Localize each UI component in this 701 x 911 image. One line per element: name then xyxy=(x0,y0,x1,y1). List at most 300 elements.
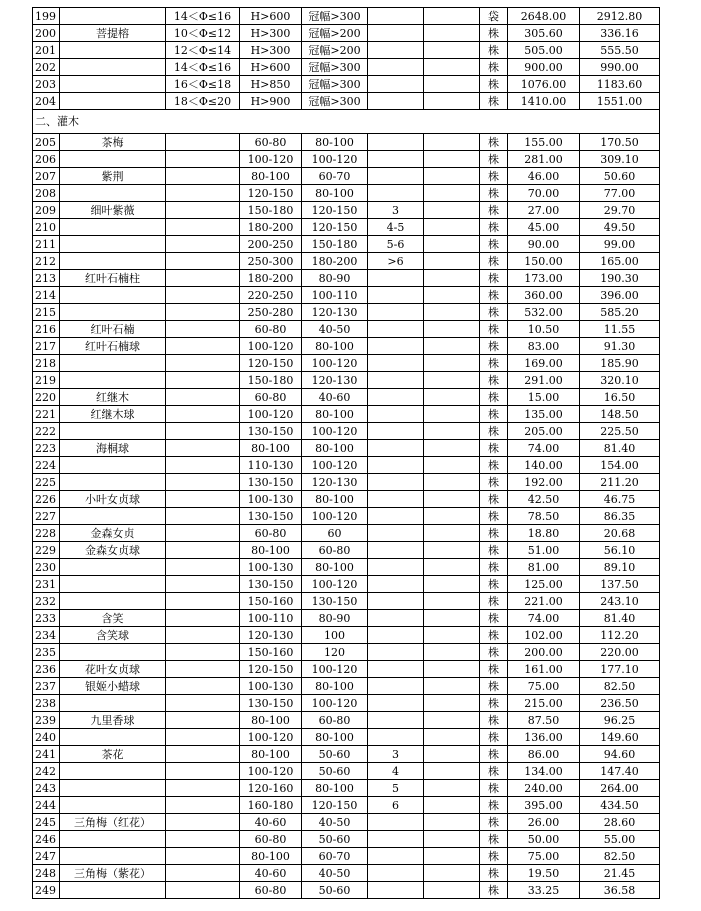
row-number-cell: 201 xyxy=(33,42,60,59)
unit-cell: 株 xyxy=(480,219,508,236)
blank-cell xyxy=(424,270,480,287)
row-number-cell: 217 xyxy=(33,338,60,355)
plant-name-cell: 红叶石楠球 xyxy=(60,338,166,355)
price-cell: 74.00 xyxy=(508,440,580,457)
price-cell: 2648.00 xyxy=(508,8,580,25)
table-row xyxy=(33,423,660,440)
price-cell: 50.00 xyxy=(508,831,580,848)
height-cell: 100-130 xyxy=(240,491,302,508)
price-cell: 900.00 xyxy=(508,59,580,76)
table-row xyxy=(33,168,660,185)
height-cell: H>300 xyxy=(240,25,302,42)
total-price-cell: 396.00 xyxy=(580,287,660,304)
total-price-cell: 56.10 xyxy=(580,542,660,559)
plant-name-cell xyxy=(60,780,166,797)
trunk-diameter-cell xyxy=(166,831,240,848)
trunk-diameter-cell xyxy=(166,865,240,882)
blank-cell xyxy=(424,780,480,797)
branch-count-cell xyxy=(368,168,424,185)
row-number-cell: 208 xyxy=(33,185,60,202)
blank-cell xyxy=(424,576,480,593)
table-row xyxy=(33,236,660,253)
crown-width-cell: 100-120 xyxy=(302,508,368,525)
row-number-cell: 222 xyxy=(33,423,60,440)
price-cell: 173.00 xyxy=(508,270,580,287)
crown-width-cell: 100-110 xyxy=(302,287,368,304)
price-cell: 505.00 xyxy=(508,42,580,59)
crown-width-cell: 60-70 xyxy=(302,848,368,865)
trunk-diameter-cell xyxy=(166,491,240,508)
branch-count-cell xyxy=(368,627,424,644)
total-price-cell: 55.00 xyxy=(580,831,660,848)
unit-cell: 株 xyxy=(480,93,508,110)
crown-width-cell: 40-60 xyxy=(302,389,368,406)
price-cell: 221.00 xyxy=(508,593,580,610)
section-header-row xyxy=(33,110,660,134)
unit-cell: 株 xyxy=(480,814,508,831)
trunk-diameter-cell xyxy=(166,797,240,814)
trunk-diameter-cell xyxy=(166,525,240,542)
crown-width-cell: 100-120 xyxy=(302,423,368,440)
plant-name-cell: 红叶石楠柱 xyxy=(60,270,166,287)
unit-cell: 株 xyxy=(480,644,508,661)
row-number-cell: 235 xyxy=(33,644,60,661)
height-cell: 250-280 xyxy=(240,304,302,321)
unit-cell: 株 xyxy=(480,763,508,780)
total-price-cell: 16.50 xyxy=(580,389,660,406)
crown-width-cell: 80-100 xyxy=(302,780,368,797)
branch-count-cell xyxy=(368,423,424,440)
branch-count-cell xyxy=(368,865,424,882)
height-cell: 200-250 xyxy=(240,236,302,253)
plant-name-cell: 红叶石楠 xyxy=(60,321,166,338)
table-row xyxy=(33,287,660,304)
total-price-cell: 94.60 xyxy=(580,746,660,763)
table-row xyxy=(33,185,660,202)
crown-width-cell: 50-60 xyxy=(302,882,368,899)
unit-cell: 株 xyxy=(480,185,508,202)
table-row xyxy=(33,491,660,508)
crown-width-cell: 80-100 xyxy=(302,134,368,151)
table-row xyxy=(33,746,660,763)
crown-width-cell: 120-130 xyxy=(302,474,368,491)
trunk-diameter-cell xyxy=(166,661,240,678)
branch-count-cell xyxy=(368,491,424,508)
blank-cell xyxy=(424,219,480,236)
unit-cell: 株 xyxy=(480,236,508,253)
blank-cell xyxy=(424,763,480,780)
branch-count-cell xyxy=(368,661,424,678)
row-number-cell: 200 xyxy=(33,25,60,42)
table-row xyxy=(33,763,660,780)
height-cell: 80-100 xyxy=(240,848,302,865)
table-row xyxy=(33,253,660,270)
table-row xyxy=(33,627,660,644)
blank-cell xyxy=(424,848,480,865)
table-row xyxy=(33,76,660,93)
row-number-cell: 202 xyxy=(33,59,60,76)
blank-cell xyxy=(424,746,480,763)
unit-cell: 株 xyxy=(480,202,508,219)
row-number-cell: 219 xyxy=(33,372,60,389)
table-row xyxy=(33,882,660,899)
plant-name-cell: 花叶女贞球 xyxy=(60,661,166,678)
blank-cell xyxy=(424,134,480,151)
total-price-cell: 585.20 xyxy=(580,304,660,321)
branch-count-cell: 5 xyxy=(368,780,424,797)
height-cell: H>850 xyxy=(240,76,302,93)
row-number-cell: 206 xyxy=(33,151,60,168)
branch-count-cell xyxy=(368,270,424,287)
total-price-cell: 225.50 xyxy=(580,423,660,440)
plant-name-cell xyxy=(60,8,166,25)
crown-width-cell: 80-90 xyxy=(302,270,368,287)
row-number-cell: 241 xyxy=(33,746,60,763)
height-cell: 100-110 xyxy=(240,610,302,627)
table-row xyxy=(33,457,660,474)
crown-width-cell: 120-130 xyxy=(302,372,368,389)
row-number-cell: 227 xyxy=(33,508,60,525)
crown-width-cell: 冠幅>300 xyxy=(302,93,368,110)
total-price-cell: 21.45 xyxy=(580,865,660,882)
crown-width-cell: 40-50 xyxy=(302,321,368,338)
crown-width-cell: 100-120 xyxy=(302,576,368,593)
row-number-cell: 229 xyxy=(33,542,60,559)
price-cell: 1410.00 xyxy=(508,93,580,110)
crown-width-cell: 100 xyxy=(302,627,368,644)
branch-count-cell xyxy=(368,576,424,593)
trunk-diameter-cell xyxy=(166,508,240,525)
total-price-cell: 148.50 xyxy=(580,406,660,423)
price-cell: 169.00 xyxy=(508,355,580,372)
total-price-cell: 50.60 xyxy=(580,168,660,185)
table-row xyxy=(33,474,660,491)
blank-cell xyxy=(424,338,480,355)
trunk-diameter-cell xyxy=(166,695,240,712)
total-price-cell: 336.16 xyxy=(580,25,660,42)
blank-cell xyxy=(424,440,480,457)
price-cell: 134.00 xyxy=(508,763,580,780)
height-cell: 60-80 xyxy=(240,389,302,406)
trunk-diameter-cell xyxy=(166,746,240,763)
total-price-cell: 11.55 xyxy=(580,321,660,338)
total-price-cell: 77.00 xyxy=(580,185,660,202)
unit-cell: 株 xyxy=(480,389,508,406)
blank-cell xyxy=(424,525,480,542)
plant-name-cell xyxy=(60,508,166,525)
row-number-cell: 249 xyxy=(33,882,60,899)
blank-cell xyxy=(424,661,480,678)
trunk-diameter-cell xyxy=(166,882,240,899)
branch-count-cell xyxy=(368,151,424,168)
trunk-diameter-cell xyxy=(166,287,240,304)
unit-cell: 株 xyxy=(480,746,508,763)
blank-cell xyxy=(424,610,480,627)
total-price-cell: 20.68 xyxy=(580,525,660,542)
trunk-diameter-cell xyxy=(166,678,240,695)
plant-name-cell xyxy=(60,797,166,814)
table-row xyxy=(33,661,660,678)
height-cell: H>300 xyxy=(240,42,302,59)
height-cell: 130-150 xyxy=(240,508,302,525)
branch-count-cell xyxy=(368,678,424,695)
trunk-diameter-cell xyxy=(166,627,240,644)
branch-count-cell xyxy=(368,76,424,93)
height-cell: 80-100 xyxy=(240,712,302,729)
plant-name-cell xyxy=(60,763,166,780)
row-number-cell: 205 xyxy=(33,134,60,151)
branch-count-cell xyxy=(368,848,424,865)
plant-name-cell xyxy=(60,287,166,304)
plant-name-cell xyxy=(60,882,166,899)
price-cell: 140.00 xyxy=(508,457,580,474)
row-number-cell: 216 xyxy=(33,321,60,338)
total-price-cell: 29.70 xyxy=(580,202,660,219)
table-row xyxy=(33,440,660,457)
unit-cell: 株 xyxy=(480,151,508,168)
crown-width-cell: 40-50 xyxy=(302,814,368,831)
crown-width-cell: 100-120 xyxy=(302,457,368,474)
branch-count-cell xyxy=(368,593,424,610)
blank-cell xyxy=(424,678,480,695)
trunk-diameter-cell: 14＜Φ≤16 xyxy=(166,8,240,25)
total-price-cell: 89.10 xyxy=(580,559,660,576)
plant-name-cell: 金森女贞 xyxy=(60,525,166,542)
unit-cell: 株 xyxy=(480,593,508,610)
plant-name-cell: 红继木 xyxy=(60,389,166,406)
plant-name-cell xyxy=(60,304,166,321)
trunk-diameter-cell xyxy=(166,202,240,219)
trunk-diameter-cell: 18＜Φ≤20 xyxy=(166,93,240,110)
row-number-cell: 213 xyxy=(33,270,60,287)
row-number-cell: 214 xyxy=(33,287,60,304)
total-price-cell: 1183.60 xyxy=(580,76,660,93)
unit-cell: 株 xyxy=(480,780,508,797)
table-row xyxy=(33,406,660,423)
plant-name-cell: 九里香球 xyxy=(60,712,166,729)
crown-width-cell: 冠幅>300 xyxy=(302,59,368,76)
height-cell: 100-130 xyxy=(240,678,302,695)
unit-cell: 株 xyxy=(480,712,508,729)
plant-name-cell: 三角梅（紫花） xyxy=(60,865,166,882)
plant-name-cell: 金森女贞球 xyxy=(60,542,166,559)
row-number-cell: 221 xyxy=(33,406,60,423)
blank-cell xyxy=(424,559,480,576)
blank-cell xyxy=(424,287,480,304)
table-row xyxy=(33,678,660,695)
table-row xyxy=(33,270,660,287)
height-cell: 130-150 xyxy=(240,576,302,593)
height-cell: H>600 xyxy=(240,59,302,76)
price-cell: 135.00 xyxy=(508,406,580,423)
row-number-cell: 248 xyxy=(33,865,60,882)
height-cell: 60-80 xyxy=(240,831,302,848)
height-cell: 80-100 xyxy=(240,542,302,559)
unit-cell: 株 xyxy=(480,491,508,508)
blank-cell xyxy=(424,321,480,338)
unit-cell: 株 xyxy=(480,831,508,848)
branch-count-cell xyxy=(368,814,424,831)
crown-width-cell: 冠幅>300 xyxy=(302,8,368,25)
trunk-diameter-cell xyxy=(166,151,240,168)
height-cell: 220-250 xyxy=(240,287,302,304)
plant-name-cell xyxy=(60,576,166,593)
unit-cell: 株 xyxy=(480,304,508,321)
price-cell: 26.00 xyxy=(508,814,580,831)
branch-count-cell xyxy=(368,610,424,627)
row-number-cell: 245 xyxy=(33,814,60,831)
height-cell: 100-120 xyxy=(240,151,302,168)
height-cell: 160-180 xyxy=(240,797,302,814)
blank-cell xyxy=(424,491,480,508)
plant-name-cell xyxy=(60,848,166,865)
price-cell: 281.00 xyxy=(508,151,580,168)
branch-count-cell xyxy=(368,134,424,151)
unit-cell: 株 xyxy=(480,627,508,644)
height-cell: 100-130 xyxy=(240,559,302,576)
table-row xyxy=(33,644,660,661)
height-cell: 130-150 xyxy=(240,474,302,491)
branch-count-cell: 4-5 xyxy=(368,219,424,236)
total-price-cell: 49.50 xyxy=(580,219,660,236)
trunk-diameter-cell: 12＜Φ≤14 xyxy=(166,42,240,59)
trunk-diameter-cell xyxy=(166,270,240,287)
price-cell: 136.00 xyxy=(508,729,580,746)
branch-count-cell xyxy=(368,474,424,491)
total-price-cell: 434.50 xyxy=(580,797,660,814)
height-cell: 150-160 xyxy=(240,644,302,661)
price-cell: 27.00 xyxy=(508,202,580,219)
crown-width-cell: 50-60 xyxy=(302,831,368,848)
plant-name-cell: 海桐球 xyxy=(60,440,166,457)
blank-cell xyxy=(424,695,480,712)
trunk-diameter-cell xyxy=(166,542,240,559)
plant-name-cell xyxy=(60,457,166,474)
plant-name-cell xyxy=(60,42,166,59)
price-cell: 360.00 xyxy=(508,287,580,304)
height-cell: H>600 xyxy=(240,8,302,25)
unit-cell: 株 xyxy=(480,253,508,270)
trunk-diameter-cell xyxy=(166,814,240,831)
blank-cell xyxy=(424,372,480,389)
blank-cell xyxy=(424,202,480,219)
price-cell: 1076.00 xyxy=(508,76,580,93)
plant-name-cell xyxy=(60,219,166,236)
crown-width-cell: 80-100 xyxy=(302,559,368,576)
price-cell: 125.00 xyxy=(508,576,580,593)
trunk-diameter-cell xyxy=(166,474,240,491)
unit-cell: 株 xyxy=(480,695,508,712)
total-price-cell: 28.60 xyxy=(580,814,660,831)
price-cell: 291.00 xyxy=(508,372,580,389)
table-row xyxy=(33,59,660,76)
row-number-cell: 220 xyxy=(33,389,60,406)
unit-cell: 株 xyxy=(480,355,508,372)
plant-name-cell: 菩提榕 xyxy=(60,25,166,42)
total-price-cell: 170.50 xyxy=(580,134,660,151)
blank-cell xyxy=(424,474,480,491)
branch-count-cell xyxy=(368,542,424,559)
total-price-cell: 99.00 xyxy=(580,236,660,253)
blank-cell xyxy=(424,151,480,168)
row-number-cell: 234 xyxy=(33,627,60,644)
row-number-cell: 239 xyxy=(33,712,60,729)
trunk-diameter-cell xyxy=(166,457,240,474)
plant-name-cell xyxy=(60,695,166,712)
table-row xyxy=(33,8,660,25)
blank-cell xyxy=(424,93,480,110)
row-number-cell: 210 xyxy=(33,219,60,236)
row-number-cell: 224 xyxy=(33,457,60,474)
table-row xyxy=(33,355,660,372)
table-row xyxy=(33,814,660,831)
row-number-cell: 203 xyxy=(33,76,60,93)
row-number-cell: 247 xyxy=(33,848,60,865)
price-cell: 86.00 xyxy=(508,746,580,763)
blank-cell xyxy=(424,59,480,76)
plant-name-cell: 细叶紫薇 xyxy=(60,202,166,219)
total-price-cell: 220.00 xyxy=(580,644,660,661)
price-cell: 81.00 xyxy=(508,559,580,576)
price-cell: 33.25 xyxy=(508,882,580,899)
total-price-cell: 96.25 xyxy=(580,712,660,729)
crown-width-cell: 180-200 xyxy=(302,253,368,270)
branch-count-cell: 6 xyxy=(368,797,424,814)
table-row xyxy=(33,93,660,110)
height-cell: 130-150 xyxy=(240,423,302,440)
row-number-cell: 230 xyxy=(33,559,60,576)
plant-name-cell xyxy=(60,76,166,93)
height-cell: 60-80 xyxy=(240,525,302,542)
trunk-diameter-cell xyxy=(166,559,240,576)
trunk-diameter-cell xyxy=(166,576,240,593)
total-price-cell: 82.50 xyxy=(580,848,660,865)
table-row xyxy=(33,338,660,355)
plant-name-cell xyxy=(60,831,166,848)
branch-count-cell: 3 xyxy=(368,202,424,219)
trunk-diameter-cell xyxy=(166,185,240,202)
price-cell: 532.00 xyxy=(508,304,580,321)
row-number-cell: 209 xyxy=(33,202,60,219)
plant-name-cell xyxy=(60,93,166,110)
total-price-cell: 147.40 xyxy=(580,763,660,780)
trunk-diameter-cell xyxy=(166,355,240,372)
blank-cell xyxy=(424,508,480,525)
price-cell: 46.00 xyxy=(508,168,580,185)
price-cell: 205.00 xyxy=(508,423,580,440)
height-cell: 120-160 xyxy=(240,780,302,797)
unit-cell: 株 xyxy=(480,525,508,542)
table-row xyxy=(33,559,660,576)
row-number-cell: 199 xyxy=(33,8,60,25)
branch-count-cell xyxy=(368,321,424,338)
branch-count-cell xyxy=(368,440,424,457)
crown-width-cell: 60-70 xyxy=(302,168,368,185)
branch-count-cell xyxy=(368,304,424,321)
unit-cell: 株 xyxy=(480,678,508,695)
plant-name-cell xyxy=(60,729,166,746)
trunk-diameter-cell: 14＜Φ≤16 xyxy=(166,59,240,76)
crown-width-cell: 80-100 xyxy=(302,185,368,202)
table-row xyxy=(33,25,660,42)
trunk-diameter-cell xyxy=(166,338,240,355)
total-price-cell: 81.40 xyxy=(580,610,660,627)
crown-width-cell: 冠幅>200 xyxy=(302,25,368,42)
section-title: 二、灌木 xyxy=(33,110,660,134)
row-number-cell: 237 xyxy=(33,678,60,695)
height-cell: 180-200 xyxy=(240,270,302,287)
crown-width-cell: 60 xyxy=(302,525,368,542)
